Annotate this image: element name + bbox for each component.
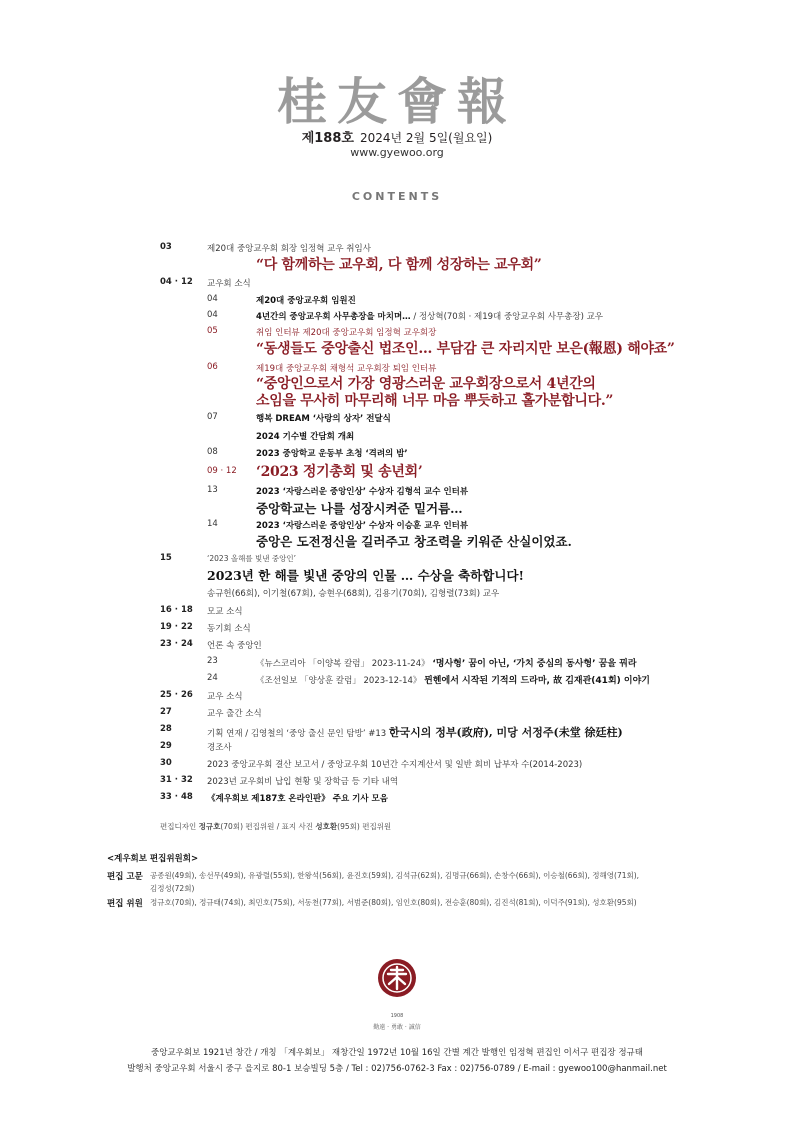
toc-item[interactable]: 교우 소식 <box>207 692 243 702</box>
toc-section-label: 교우회 소식 <box>207 279 251 289</box>
advisors-list: 공종원(49회), 송선무(49회), 유광렬(55회), 한왕석(56회), 윤진호(59회), 김석규(62회), 김명규(66회), 손창수(66회), 이승철(66회), 정해영(71회), <box>150 871 640 880</box>
toc-page: 03 <box>160 242 172 252</box>
toc-item[interactable] <box>256 310 603 322</box>
toc-headline[interactable]: “다 함께하는 교우회, 다 함께 성장하는 교우회” <box>256 257 542 273</box>
toc-page: 19 · 22 <box>160 622 193 632</box>
toc-page: 31 · 32 <box>160 775 193 785</box>
press-source: 《조선일보 「양상훈 칼럼」 2023-12-14》 <box>256 676 422 686</box>
toc-page: 16 · 18 <box>160 605 193 615</box>
toc-names: 송규헌(66회), 이기철(67회), 승현우(68회), 김용기(70회), 김형렬(73회) 교우 <box>207 589 500 599</box>
toc-press-item[interactable] <box>256 656 637 669</box>
toc-subtitle: ‘2023 올해를 빛낸 중앙인’ <box>207 554 296 563</box>
toc-headline[interactable]: 중앙은 도전정신을 길러주고 창조력을 키워준 산실이었죠. <box>256 534 572 549</box>
toc-item[interactable]: 2023 중앙교우회 결산 보고서 / 중앙교우회 10년간 수지계산서 및 일반 회비 납부자 수(2014-2023) <box>207 760 583 770</box>
toc-page: 33 · 48 <box>160 792 193 802</box>
emblem-year: 1908 <box>390 1013 404 1019</box>
publisher-contact: 발행처 중앙교우회 서울시 중구 을지로 80-1 보승빌딩 5층 / Tel : 02)756-0762-3 Fax : 02)756-0789 / E-mail : gyewoo100@hanmail.net <box>127 1064 667 1074</box>
toc-page: 30 <box>160 758 172 768</box>
issue-date: 2024년 2월 5일(월요일) <box>359 131 493 145</box>
toc-headline-line2[interactable]: 소임을 무사히 마무리해 너무 마음 뿌듯하고 홀가분합니다.” <box>256 393 614 409</box>
editorial-heading: <계우회보 편집위원회> <box>107 854 199 864</box>
toc-subtitle: 2023 ‘자랑스러운 중앙인상’ 수상자 김형석 교수 인터뷰 <box>256 487 469 497</box>
toc-item[interactable]: 교우 출간 소식 <box>207 709 262 719</box>
toc-page: 28 <box>160 724 172 734</box>
toc-item-title: 한국시의 정부(政府), 미당 서정주(未堂 徐廷柱) <box>388 726 623 739</box>
school-emblem-icon <box>377 958 417 1010</box>
toc-item-bold: 4년간의 중앙교우회 사무총장을 마치며… <box>256 312 411 322</box>
toc-item[interactable]: 행복 DREAM ‘사랑의 상자’ 전달식 <box>256 414 391 424</box>
toc-item[interactable]: 동기회 소식 <box>207 624 251 634</box>
toc-press-item[interactable] <box>256 673 650 686</box>
toc-page: 15 <box>160 553 172 563</box>
toc-subtitle: 취임 인터뷰 제20대 중앙교우회 임정혁 교우회장 <box>256 328 437 338</box>
toc-subtitle: 제20대 중앙교우회 회장 임정혁 교우 취임사 <box>207 244 371 254</box>
toc-subpage: 06 <box>207 362 218 372</box>
press-source: 《뉴스코리아 「이양복 칼럼」 2023-11-24》 <box>256 659 430 669</box>
toc-headline[interactable]: 중앙학교는 나를 성장시켜준 밑거름… <box>256 501 463 516</box>
toc-item-rest: / 정상혁(70회 · 제19대 중앙교우회 사무총장) 교우 <box>410 312 604 322</box>
toc-item[interactable]: 《계우회보 제187호 온라인판》 주요 기사 모음 <box>207 794 388 804</box>
toc-item[interactable]: 언론 속 중앙인 <box>207 641 262 651</box>
toc-subtitle: 제19대 중앙교우회 채형석 교우회장 퇴임 인터뷰 <box>256 364 437 374</box>
design-credit: 편집디자인 정규호(70회) 편집위원 / 표지 사진 성호환(95회) 편집위원 <box>160 822 392 831</box>
toc-subpage: 08 <box>207 447 218 457</box>
toc-subpage: 23 <box>207 656 218 666</box>
toc-subpage: 24 <box>207 673 218 683</box>
toc-subtitle: 2023 ‘자랑스러운 중앙인상’ 수상자 이승훈 교우 인터뷰 <box>256 521 469 531</box>
toc-page: 23 · 24 <box>160 639 193 649</box>
emblem-motto: 勤遠 · 勇敢 · 誠信 <box>373 1024 421 1031</box>
publication-info: 중앙교우회보 1921년 창간 / 개칭 「계우회보」 재창간일 1972년 10월 16일 간별 계간 발행인 임정혁 편집인 이서구 편집장 정규태 <box>151 1048 643 1058</box>
press-headline: ‘명사형’ 꿈이 아닌, ‘가치 중심의 동사형’ 꿈을 꿔라 <box>432 659 637 669</box>
toc-headline-line1[interactable]: “중앙인으로서 가장 영광스러운 교우회장으로서 4년간의 <box>256 376 596 392</box>
toc-subpage: 09 · 12 <box>207 466 237 476</box>
toc-subpage: 13 <box>207 485 218 495</box>
toc-page: 29 <box>160 741 172 751</box>
toc-item[interactable]: 2023년 교우회비 납입 현황 및 장학금 등 기타 내역 <box>207 777 399 787</box>
contents-heading: CONTENTS <box>351 190 443 203</box>
toc-page: 27 <box>160 707 172 717</box>
toc-item[interactable] <box>207 724 623 740</box>
toc-item[interactable]: 모교 소식 <box>207 607 243 617</box>
advisors-list-cont: 김정성(72회) <box>150 884 195 893</box>
toc-subpage: 05 <box>207 326 218 336</box>
toc-subpage: 07 <box>207 412 218 422</box>
toc-headline[interactable]: 2023년 한 해를 빛낸 중앙의 인물 … 수상을 축하합니다! <box>207 568 525 583</box>
toc-item-text: 기획 연재 / 김영철의 ‘중앙 출신 문인 탐방’ #13 <box>207 729 387 739</box>
toc-subpage: 04 <box>207 310 218 320</box>
toc-subpage: 04 <box>207 294 218 304</box>
toc-item[interactable]: 2023 중앙학교 운동부 초청 ‘격려의 밤’ <box>256 449 408 459</box>
toc-item[interactable]: 경조사 <box>207 743 232 753</box>
toc-page: 25 · 26 <box>160 690 193 700</box>
masthead-title: 桂友會報 <box>277 72 517 131</box>
press-headline: 뮌헨에서 시작된 기적의 드라마, 故 김재관(41회) 이야기 <box>424 676 650 686</box>
toc-headline[interactable]: ‘2023 정기총회 및 송년회’ <box>256 464 423 480</box>
toc-headline[interactable]: “동생들도 중앙출신 법조인… 부담감 큰 자리지만 보은(報恩) 해야죠” <box>256 341 675 357</box>
advisors-label: 편집 고문 <box>107 872 143 882</box>
issue-number: 제188호 <box>301 131 354 146</box>
toc-item[interactable]: 2024 기수별 간담회 개최 <box>256 432 355 442</box>
members-list: 정규호(70회), 정규태(74회), 최민호(75회), 서동천(77회), 서범준(80회), 임인호(80회), 전승훈(80회), 김진석(81회), 이덕주(91회), 성호환(95회) <box>150 898 637 907</box>
toc-item[interactable]: 제20대 중앙교우회 임원진 <box>256 296 356 306</box>
toc-page: 04 · 12 <box>160 277 193 287</box>
website-link[interactable]: www.gyewoo.org <box>350 146 444 159</box>
members-label: 편집 위원 <box>107 899 143 909</box>
issue-line <box>0 127 794 146</box>
toc-subpage: 14 <box>207 519 218 529</box>
